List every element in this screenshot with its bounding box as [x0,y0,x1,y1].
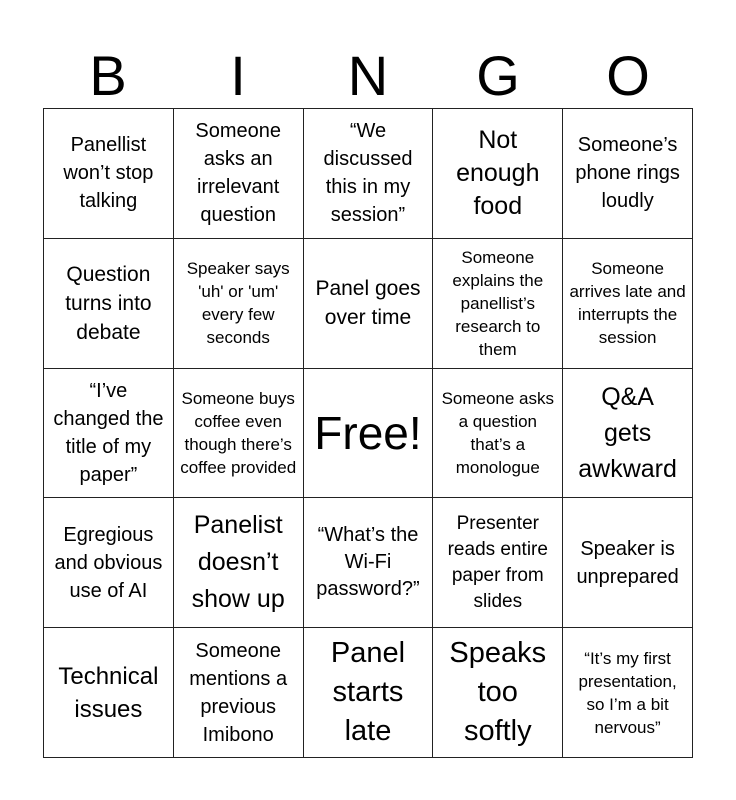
cell-text: Panel starts late [330,637,406,748]
bingo-cell[interactable] [304,239,434,369]
cell-text: Panellist won’t stop talking [63,134,154,213]
bingo-cell[interactable] [174,109,304,239]
bingo-cell[interactable] [304,628,434,758]
cell-text: Someone asks an irrelevant question [195,120,281,227]
bingo-cell[interactable] [174,498,304,628]
bingo-cell[interactable] [563,498,693,628]
cell-text: Speaker says 'uh' or 'um' every few seconds [186,259,290,348]
header-letter-g: G [476,44,520,107]
cell-text: Q&A gets awkward [578,382,677,483]
bingo-cell[interactable] [174,369,304,499]
bingo-cell[interactable] [563,369,693,499]
cell-text: “What’s the Wi-Fi password?” [316,524,420,601]
bingo-cell[interactable] [433,109,563,239]
header-letter-i: I [230,44,246,107]
bingo-cell[interactable] [44,369,174,499]
header-letter-o: O [606,44,650,107]
bingo-cell[interactable] [44,239,174,369]
cell-text: “I’ve changed the title of my paper” [53,379,164,486]
bingo-cell[interactable] [174,628,304,758]
bingo-cell[interactable] [44,498,174,628]
cell-text: Egregious and obvious use of AI [54,523,163,602]
cell-text: Someone mentions a previous Imibono [189,639,288,746]
cell-text: Someone’s phone rings loudly [575,134,680,213]
header-letter-n: N [347,44,389,107]
bingo-cell[interactable] [563,109,693,239]
free-space-cell[interactable] [304,369,434,499]
cell-text: Someone explains the panellist’s research to them [452,247,544,359]
cell-text: Someone buys coffee even though there’s coffee provided [180,388,297,477]
bingo-cell[interactable] [304,498,434,628]
bingo-cell[interactable] [304,109,434,239]
bingo-header [43,44,693,108]
cell-text: Someone asks a question that’s a monologue [441,388,555,477]
free-space-text: Free! [314,406,422,459]
bingo-cell[interactable] [433,498,563,628]
bingo-cell[interactable] [174,239,304,369]
cell-text: Panelist doesn’t show up [191,511,285,614]
bingo-cell[interactable] [433,239,563,369]
bingo-cell[interactable] [433,628,563,758]
bingo-cell[interactable] [44,628,174,758]
cell-text: Speaker is unprepared [576,537,679,588]
cell-text: Not enough food [456,125,540,220]
cell-text: Question turns into debate [65,262,152,344]
bingo-cell[interactable] [433,369,563,499]
cell-text: “It’s my first presentation, so I’m a bit nervous” [578,648,677,737]
cell-text: Panel goes over time [315,277,421,330]
header-letter-b: B [89,44,127,107]
bingo-cell[interactable] [44,109,174,239]
cell-text: Presenter reads entire paper from slides [447,512,548,612]
cell-text: “We discussed this in my session” [323,120,413,227]
bingo-cell[interactable] [563,628,693,758]
bingo-board [43,108,693,758]
cell-text: Someone arrives late and interrupts the session [569,259,686,348]
bingo-cell[interactable] [563,239,693,369]
cell-text: Technical issues [58,662,159,723]
cell-text: Speaks too softly [449,637,547,748]
